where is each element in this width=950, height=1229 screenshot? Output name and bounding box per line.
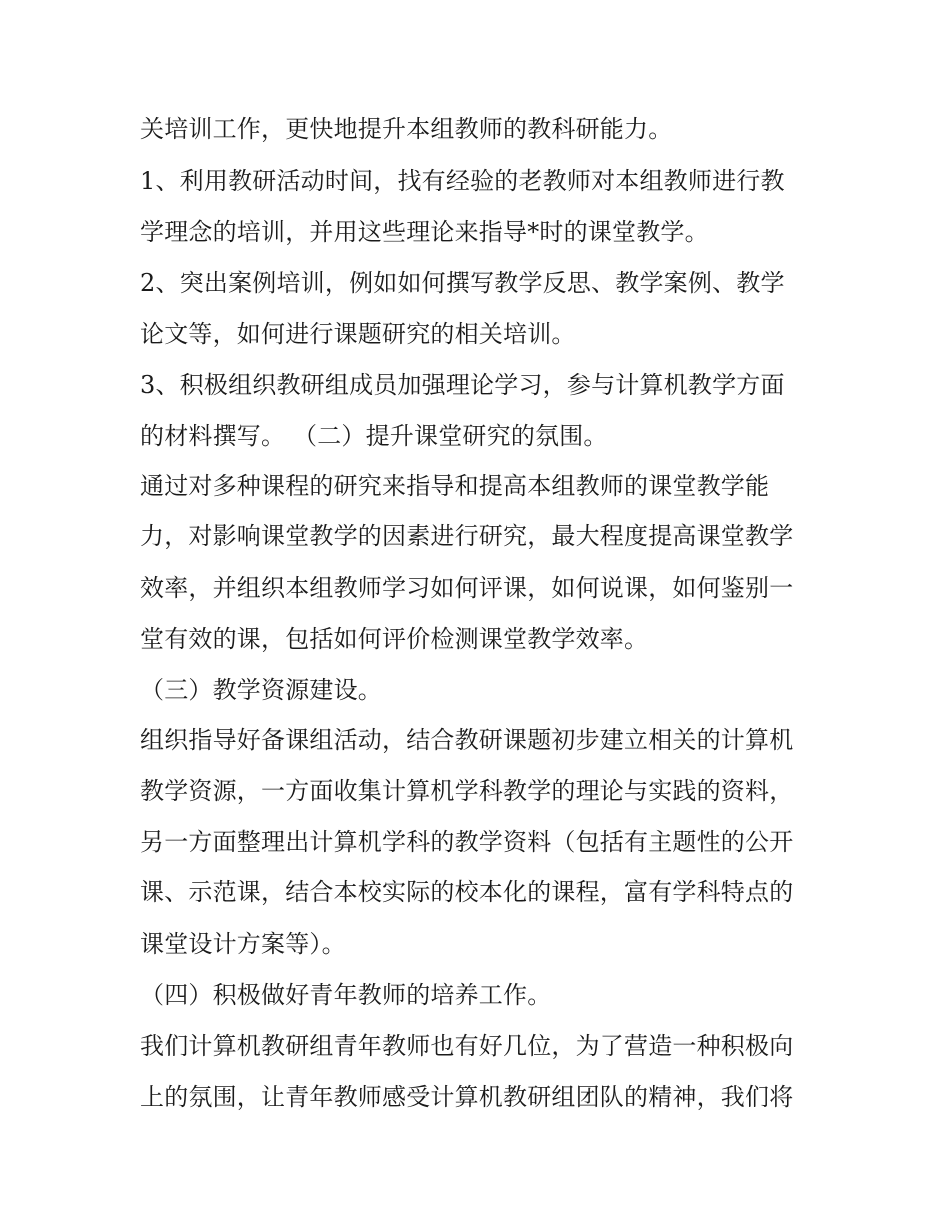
text-line: 3、积极组织教研组成员加强理论学习，参与计算机教学方面 bbox=[140, 371, 785, 399]
text-line: 的材料撰写。 （二）提升课堂研究的氛围。 bbox=[140, 422, 608, 450]
text-line: 另一方面整理出计算机学科的教学资料（包括有主题性的公开 bbox=[140, 828, 794, 856]
text-line: 教学资源，一方面收集计算机学科教学的理论与实践的资料， bbox=[140, 777, 794, 805]
text-line: 论文等，如何进行课题研究的相关培训。 bbox=[140, 320, 576, 348]
text-line: 学理念的培训，并用这些理论来指导*时的课堂教学。 bbox=[140, 218, 709, 246]
text-line: 效率，并组织本组教师学习如何评课，如何说课，如何鉴别一 bbox=[140, 574, 794, 602]
text-line: （三）教学资源建设。 bbox=[140, 676, 382, 704]
text-line: 通过对多种课程的研究来指导和提高本组教师的课堂教学能 bbox=[140, 472, 770, 500]
text-line: 力，对影响课堂教学的因素进行研究，最大程度提高课堂教学 bbox=[140, 522, 794, 550]
text-line: 我们计算机教研组青年教师也有好几位，为了营造一种积极向 bbox=[140, 1032, 794, 1060]
text-line: 课、示范课，结合本校实际的校本化的课程，富有学科特点的 bbox=[140, 878, 794, 906]
text-line: 2、突出案例培训，例如如何撰写教学反思、教学案例、教学 bbox=[140, 269, 785, 297]
text-line: 组织指导好备课组活动，结合教研课题初步建立相关的计算机 bbox=[140, 726, 794, 754]
text-line: 1、利用教研活动时间，找有经验的老教师对本组教师进行教 bbox=[140, 167, 785, 195]
text-line: 堂有效的课，包括如何评价检测课堂教学效率。 bbox=[140, 625, 649, 653]
text-line: 课堂设计方案等）。 bbox=[140, 930, 346, 958]
text-line: 上的氛围，让青年教师感受计算机教研组团队的精神，我们将 bbox=[140, 1083, 794, 1111]
text-line: 关培训工作，更快地提升本组教师的教科研能力。 bbox=[140, 115, 673, 143]
text-line: （四）积极做好青年教师的培养工作。 bbox=[140, 981, 552, 1009]
